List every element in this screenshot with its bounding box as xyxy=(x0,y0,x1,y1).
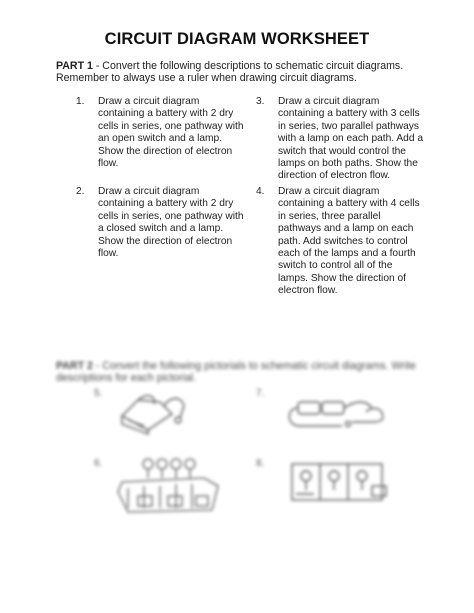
pictorial-number: 8. xyxy=(256,458,265,469)
page-title: CIRCUIT DIAGRAM WORKSHEET xyxy=(104,30,370,48)
pictorial-7-circuit xyxy=(282,390,402,435)
question-text: Draw a circuit diagram containing a battery with 3 cells in series, two parallel pathways with a lamp on each path. Add a switch that would control the lamps on both paths. Show the direction of electron flow. xyxy=(278,96,423,182)
pictorial-8-circuit xyxy=(286,458,396,508)
pictorial-number: 6. xyxy=(94,458,103,469)
part1-intro xyxy=(56,60,441,85)
question-text: Draw a circuit diagram containing a battery with 2 dry cells in series, one pathway with a closed switch and a lamp. Show the direction of electron flow. xyxy=(98,186,244,260)
question-number: 2. xyxy=(76,186,85,197)
question-number: 3. xyxy=(256,96,265,107)
part1-instructions: - Convert the following descriptions to schematic circuit diagrams. Remember to always use a ruler when drawing circuit diagrams. xyxy=(56,60,404,85)
question-text: Draw a circuit diagram containing a battery with 2 dry cells in series, one pathway with an open switch and a lamp. Show the direction of electron flow. xyxy=(98,96,244,170)
question-text: Draw a circuit diagram containing a battery with 4 cells in series, three parallel pathways and a lamp on each path. Add switches to control each of the lamps and a fourth switch to control all of the lamps. Show the direction of electron flow. xyxy=(278,186,420,297)
question-number: 4. xyxy=(256,186,265,197)
part2-label: PART 2 xyxy=(56,360,93,372)
pictorial-6-circuit xyxy=(108,452,228,522)
part2-instructions: - Convert the following pictorials to schematic circuit diagrams. Write descriptions for each pictorial. xyxy=(56,360,416,385)
question-number: 1. xyxy=(76,96,85,107)
part1-label: PART 1 xyxy=(56,60,93,72)
part2-intro xyxy=(56,360,426,385)
pictorial-5-circuit xyxy=(108,390,198,440)
pictorial-number: 7. xyxy=(256,388,265,399)
pictorial-number: 5. xyxy=(94,388,103,399)
